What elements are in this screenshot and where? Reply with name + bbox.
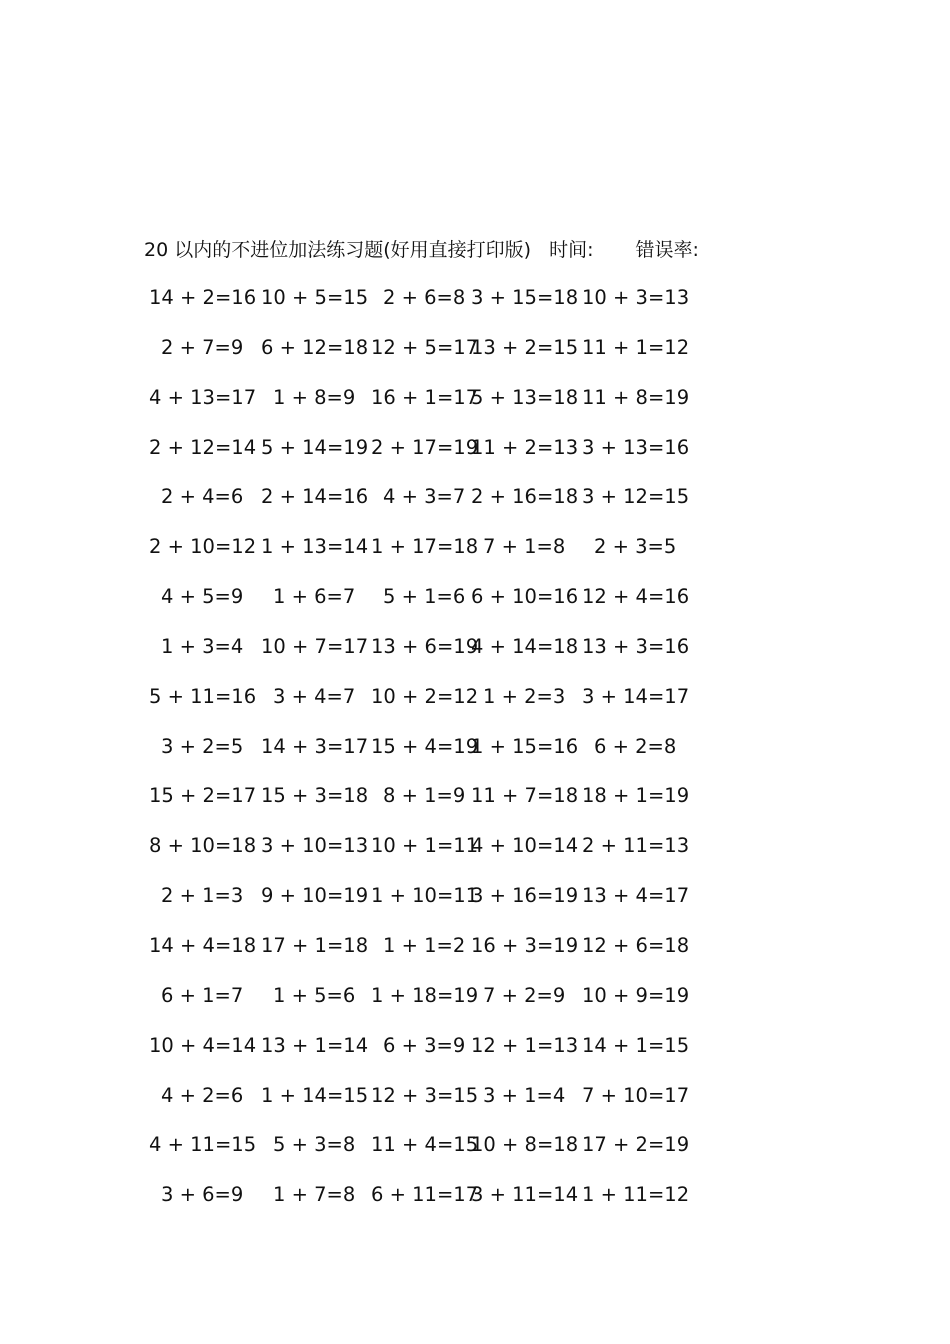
problem-item: 11 + 2=13: [471, 435, 579, 459]
problem-item: 2 + 6=8: [383, 286, 466, 309]
problem-row: [149, 683, 769, 733]
problem-item: 2 + 12=14: [149, 435, 257, 459]
problem-item: 15 + 3=18: [261, 784, 369, 808]
problem-item: 8 + 1=9: [383, 784, 466, 808]
problem-item: 2 + 14=16: [261, 485, 369, 509]
problem-item: 14 + 4=18: [149, 933, 257, 957]
worksheet-title: 20 以内的不进位加法练习题(好用直接打印版): [144, 239, 532, 261]
problem-item: 12 + 6=18: [582, 933, 690, 957]
problem-item: 7 + 1=8: [483, 535, 566, 559]
problem-item: 15 + 4=19: [371, 734, 479, 758]
problem-item: 4 + 3=7: [383, 485, 466, 509]
problem-item: 14 + 1=15: [582, 1033, 690, 1057]
problem-item: 10 + 1=11: [371, 834, 479, 858]
problem-row: [149, 733, 769, 783]
problem-item: 5 + 3=8: [273, 1133, 356, 1157]
problem-item: 6 + 2=8: [594, 734, 677, 758]
problem-item: 1 + 14=15: [261, 1083, 369, 1107]
problem-item: 3 + 6=9: [161, 1183, 244, 1207]
problem-item: 2 + 17=19: [371, 435, 479, 459]
problem-item: 10 + 8=18: [471, 1133, 579, 1157]
problem-item: 5 + 1=6: [383, 585, 466, 609]
problem-item: 3 + 13=16: [582, 435, 690, 459]
problem-item: 4 + 10=14: [471, 834, 579, 858]
problem-item: 1 + 15=16: [471, 734, 579, 758]
problem-row: [149, 982, 769, 1032]
problem-row: [149, 1082, 769, 1132]
problem-item: 14 + 2=16: [149, 286, 257, 309]
problem-item: 9 + 10=19: [261, 884, 369, 908]
problem-grid: [149, 284, 769, 1231]
problem-item: 2 + 1=3: [161, 884, 244, 908]
problem-item: 10 + 2=12: [371, 684, 479, 708]
problem-row: [149, 782, 769, 832]
problem-item: 3 + 4=7: [273, 684, 356, 708]
problem-row: [149, 334, 769, 384]
problem-item: 16 + 3=19: [471, 933, 579, 957]
problem-item: 1 + 17=18: [371, 535, 479, 559]
problem-item: 3 + 15=18: [471, 286, 579, 309]
problem-item: 7 + 2=9: [483, 983, 566, 1007]
problem-item: 11 + 4=15: [371, 1133, 479, 1157]
problem-item: 1 + 6=7: [273, 585, 356, 609]
problem-row: [149, 932, 769, 982]
problem-item: 13 + 4=17: [582, 884, 690, 908]
problem-item: 10 + 3=13: [582, 286, 690, 309]
problem-row: [149, 1032, 769, 1082]
problem-item: 14 + 3=17: [261, 734, 369, 758]
problem-item: 16 + 1=17: [371, 385, 479, 409]
problem-item: 5 + 13=18: [471, 385, 579, 409]
problem-item: 3 + 10=13: [261, 834, 369, 858]
problem-item: 1 + 10=11: [371, 884, 479, 908]
problem-row: [149, 1181, 769, 1231]
error-rate-label: 错误率:: [635, 239, 699, 261]
problem-row: [149, 832, 769, 882]
problem-item: 11 + 1=12: [582, 335, 690, 359]
problem-row: [149, 434, 769, 484]
problem-item: 1 + 1=2: [383, 933, 466, 957]
problem-item: 5 + 14=19: [261, 435, 369, 459]
problem-item: 4 + 5=9: [161, 585, 244, 609]
problem-item: 4 + 11=15: [149, 1133, 257, 1157]
problem-item: 2 + 7=9: [161, 335, 244, 359]
problem-item: 10 + 4=14: [149, 1033, 257, 1057]
problem-item: 4 + 2=6: [161, 1083, 244, 1107]
problem-item: 1 + 13=14: [261, 535, 369, 559]
problem-item: 12 + 4=16: [582, 585, 690, 609]
problem-row: [149, 284, 769, 334]
problem-row: [149, 384, 769, 434]
problem-item: 10 + 5=15: [261, 286, 369, 309]
problem-item: 6 + 11=17: [371, 1183, 479, 1207]
problem-item: 4 + 13=17: [149, 385, 257, 409]
problem-item: 7 + 10=17: [582, 1083, 690, 1107]
problem-item: 13 + 3=16: [582, 634, 690, 658]
problem-item: 1 + 5=6: [273, 983, 356, 1007]
problem-item: 17 + 1=18: [261, 933, 369, 957]
problem-item: 2 + 3=5: [594, 535, 677, 559]
problem-item: 17 + 2=19: [582, 1133, 690, 1157]
problem-item: 11 + 8=19: [582, 385, 690, 409]
problem-item: 11 + 7=18: [471, 784, 579, 808]
problem-item: 2 + 10=12: [149, 535, 257, 559]
problem-item: 4 + 14=18: [471, 634, 579, 658]
problem-item: 3 + 11=14: [471, 1183, 579, 1207]
problem-row: [149, 1131, 769, 1181]
problem-item: 1 + 2=3: [483, 684, 566, 708]
problem-item: 6 + 3=9: [383, 1033, 466, 1057]
problem-item: 12 + 5=17: [371, 335, 479, 359]
problem-item: 8 + 10=18: [149, 834, 257, 858]
problem-row: [149, 633, 769, 683]
problem-item: 6 + 1=7: [161, 983, 244, 1007]
problem-row: [149, 882, 769, 932]
problem-item: 18 + 1=19: [582, 784, 690, 808]
time-label: 时间:: [549, 239, 594, 261]
problem-item: 6 + 10=16: [471, 585, 579, 609]
problem-item: 13 + 2=15: [471, 335, 579, 359]
problem-item: 10 + 7=17: [261, 634, 369, 658]
problem-item: 1 + 11=12: [582, 1183, 690, 1207]
problem-item: 2 + 4=6: [161, 485, 244, 509]
problem-item: 12 + 3=15: [371, 1083, 479, 1107]
problem-item: 5 + 11=16: [149, 684, 257, 708]
problem-item: 12 + 1=13: [471, 1033, 579, 1057]
problem-item: 1 + 18=19: [371, 983, 479, 1007]
problem-row: [149, 483, 769, 533]
problem-item: 13 + 1=14: [261, 1033, 369, 1057]
problem-item: 10 + 9=19: [582, 983, 690, 1007]
problem-item: 6 + 12=18: [261, 335, 369, 359]
problem-item: 3 + 1=4: [483, 1083, 566, 1107]
problem-item: 13 + 6=19: [371, 634, 479, 658]
worksheet-header: [144, 236, 699, 264]
problem-item: 1 + 8=9: [273, 385, 356, 409]
problem-item: 3 + 16=19: [471, 884, 579, 908]
problem-item: 2 + 16=18: [471, 485, 579, 509]
problem-item: 1 + 7=8: [273, 1183, 356, 1207]
problem-item: 3 + 14=17: [582, 684, 690, 708]
problem-item: 3 + 12=15: [582, 485, 690, 509]
problem-item: 2 + 11=13: [582, 834, 690, 858]
problem-item: 1 + 3=4: [161, 634, 244, 658]
problem-item: 15 + 2=17: [149, 784, 257, 808]
problem-row: [149, 533, 769, 583]
problem-item: 3 + 2=5: [161, 734, 244, 758]
problem-row: [149, 583, 769, 633]
